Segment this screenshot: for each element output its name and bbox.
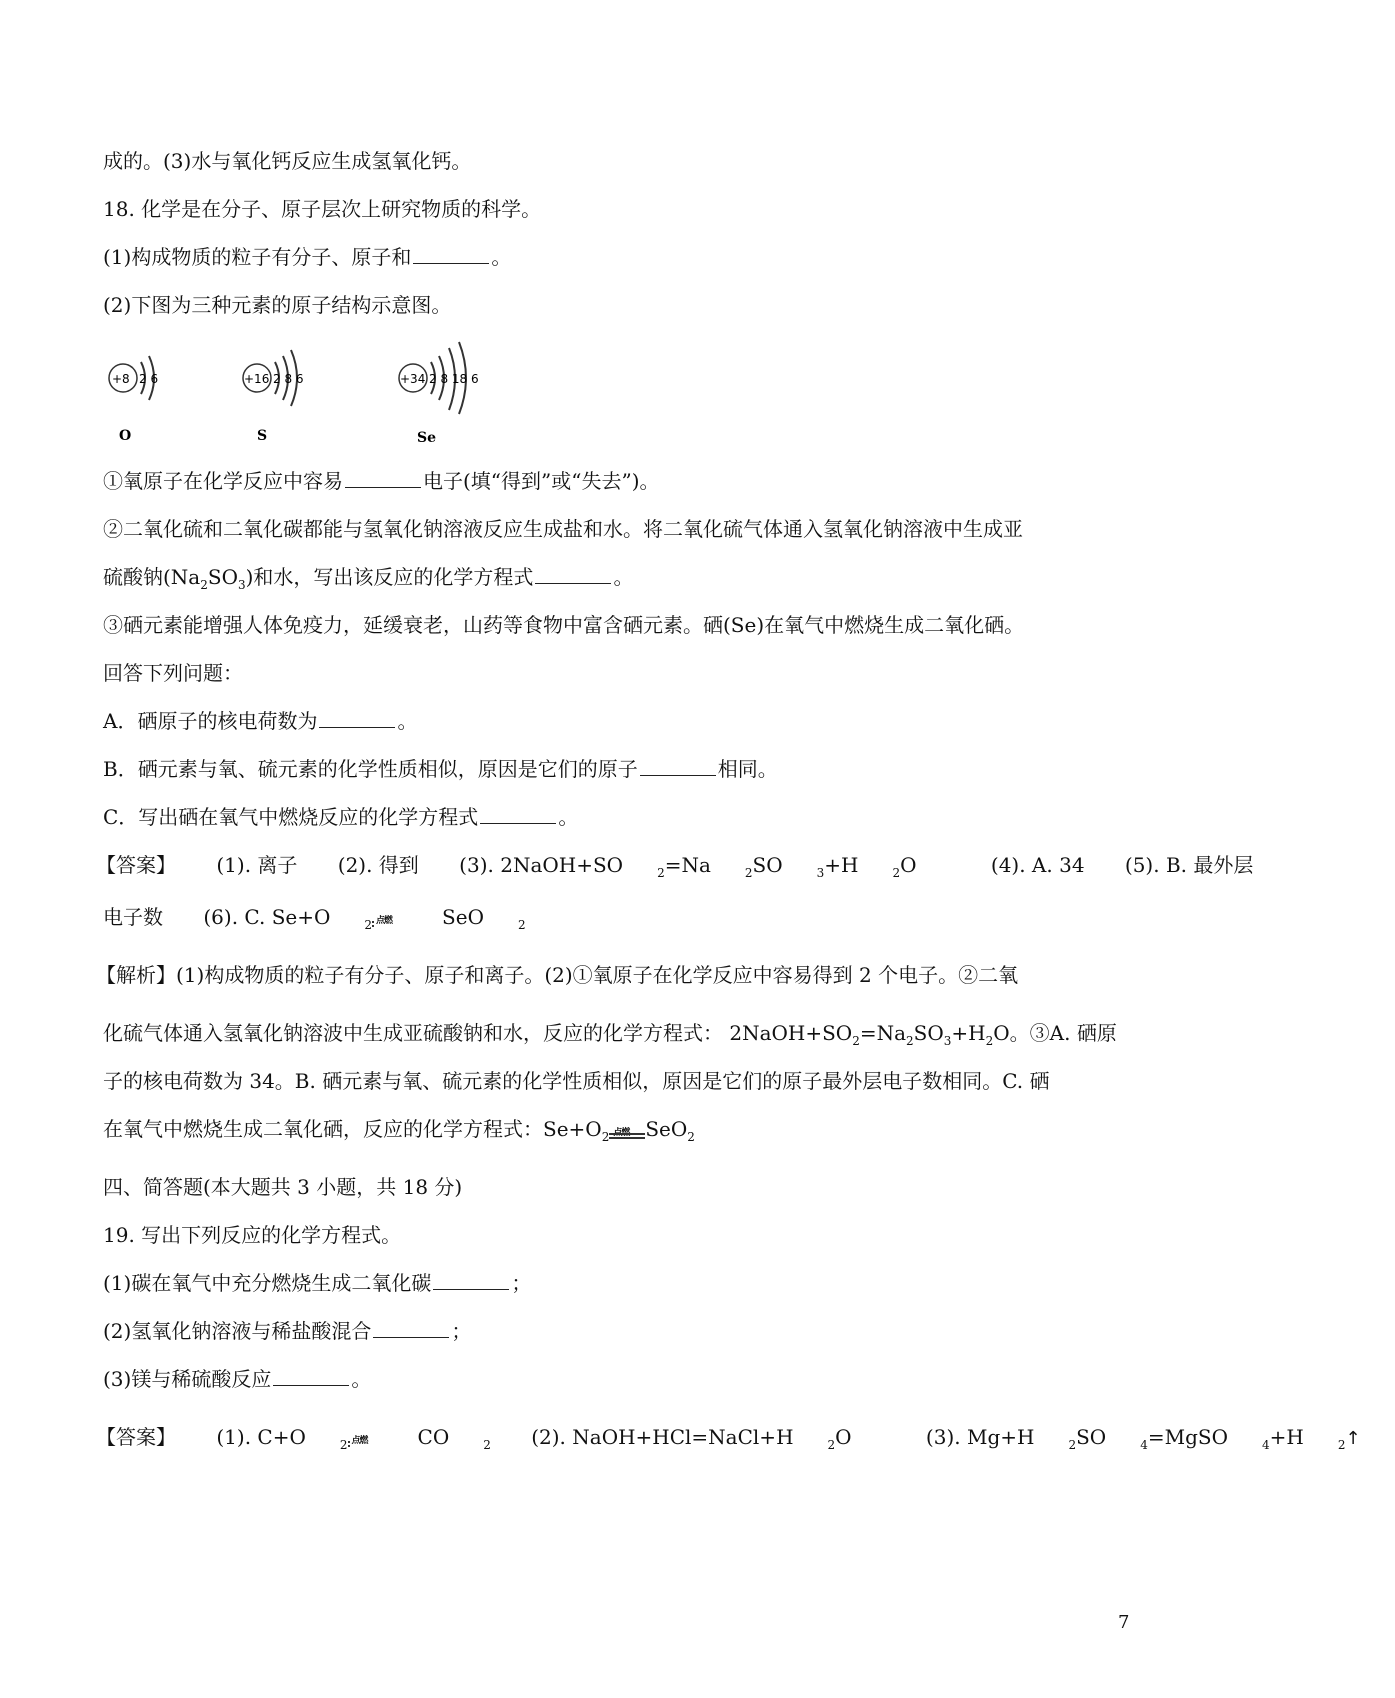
answer-blank[interactable] [373, 1321, 449, 1338]
reaction-condition-ignite: 点燃 [372, 908, 408, 930]
question-18-c3-prompt: 回答下列问题： [103, 661, 243, 685]
question-18-c2-line2: 硫酸钠$(Na_2SO_3)$和水，写出该反应的化学方程式 。 [103, 565, 634, 592]
answer-19: 【答案】 (1). C+O $_2$ 点燃 CO $_2$ (2). NaOH+HCl=NaCl+H $_2$O (3). Mg+H $_2$SO $_4$=MgSO $_4$+H $_2$↑ [96, 1425, 1361, 1452]
sulfur-shells-label: 2 8 6 [273, 372, 304, 386]
analysis-line2: 化硫气体通入氢氧化钠溶波中生成亚硫酸钠和水，反应的化学方程式： $2NaOH+SO_2=Na_2SO_3+H_2O$。③A. 硒原 [103, 1021, 1117, 1048]
question-18-part2: (2)下图为三种元素的原子结构示意图。 [103, 293, 452, 317]
answer-blank[interactable] [480, 807, 556, 824]
sulfur-label: S [257, 428, 268, 444]
selenium-nucleus-label: +34 [400, 372, 426, 386]
selenium-shells-label: 2 8 18 6 [429, 372, 479, 386]
oxygen-atom-diagram [109, 356, 158, 444]
gas-arrow-icon: ↑ [1345, 1428, 1361, 1449]
answer-blank[interactable] [640, 759, 716, 776]
question-18-c3: ③硒元素能增强人体免疫力，延缓衰老，山药等食物中富含硒元素。硒(Se)在氧气中燃烧生成二氧化硒。 [103, 613, 1025, 637]
atomic-structure-diagram [103, 348, 523, 448]
oxygen-shells-label: 2 6 [139, 372, 159, 386]
analysis-line3: 子的核电荷数为 34。B. 硒元素与氧、硫元素的化学性质相似，原因是它们的原子最外层电子数相同。C. 硒 [103, 1069, 1050, 1093]
oxygen-nucleus-label: +8 [112, 372, 130, 386]
answer-18-line1: 【答案】 (1). 离子 (2). 得到 (3). 2NaOH+SO $_2$=Na $_2$SO $_3$+H $_2$O (4). A. 34 (5). B. 最外层 [96, 853, 1254, 880]
page-number: 7 [1118, 1612, 1130, 1633]
answer-blank[interactable] [345, 471, 421, 488]
question-18-b: B．硒元素与氧、硫元素的化学性质相似，原因是它们的原子 相同。 [103, 757, 778, 781]
section-4-heading: 四、简答题(本大题共 3 小题，共 18 分) [103, 1175, 463, 1199]
answer-tag: 【答案】 [96, 853, 176, 877]
analysis-line1: 【解析】(1)构成物质的粒子有分子、原子和离子。(2)①氧原子在化学反应中容易得到 2 个电子。②二氧 [96, 963, 1019, 987]
selenium-atom-diagram [399, 342, 479, 446]
answer-blank[interactable] [413, 247, 489, 264]
question-18-a: A．硒原子的核电荷数为 。 [103, 709, 418, 733]
question-18-c2-line1: ②二氧化硫和二氧化碳都能与氢氧化钠溶液反应生成盐和水。将二氧化硫气体通入氢氧化钠溶液中生成亚 [103, 517, 1023, 541]
question-18-part1: (1)构成物质的粒子有分子、原子和 。 [103, 245, 512, 269]
selenium-label: Se [417, 430, 437, 446]
question-19-part1: (1)碳在氧气中充分燃烧生成二氧化碳 ； [103, 1271, 532, 1295]
reaction-condition-ignite: 点燃 [348, 1428, 384, 1450]
question-18-c: C．写出硒在氧气中燃烧反应的化学方程式 。 [103, 805, 579, 829]
oxygen-label: O [119, 428, 132, 444]
answer-18-line2: 电子数 (6). C. Se+O $_2$ 点燃 SeO $_2$ [103, 905, 526, 932]
question-18-title: 18. 化学是在分子、原子层次上研究物质的科学。 [103, 197, 542, 221]
question-19-part2: (2)氢氧化钠溶液与稀盐酸混合 ； [103, 1319, 472, 1343]
question-19-part3: (3)镁与稀硫酸反应 。 [103, 1367, 372, 1391]
answer-blank[interactable] [433, 1273, 509, 1290]
sulfur-nucleus-label: +16 [244, 372, 270, 386]
reaction-condition-ignite: 点燃 [609, 1120, 645, 1142]
question-18-c1: ①氧原子在化学反应中容易 电子(填“得到”或“失去”)。 [103, 469, 660, 493]
text-line: 成的。(3)水与氧化钙反应生成氢氧化钙。 [103, 149, 472, 173]
answer-blank[interactable] [319, 711, 395, 728]
question-19-title: 19. 写出下列反应的化学方程式。 [103, 1223, 402, 1247]
analysis-line4: 在氧气中燃烧生成二氧化硒，反应的化学方程式：$Se+O_2$ 点燃 SeO$_2$ [103, 1117, 695, 1144]
answer-blank[interactable] [535, 567, 611, 584]
answer-blank[interactable] [273, 1369, 349, 1386]
sulfur-atom-diagram [243, 350, 304, 444]
